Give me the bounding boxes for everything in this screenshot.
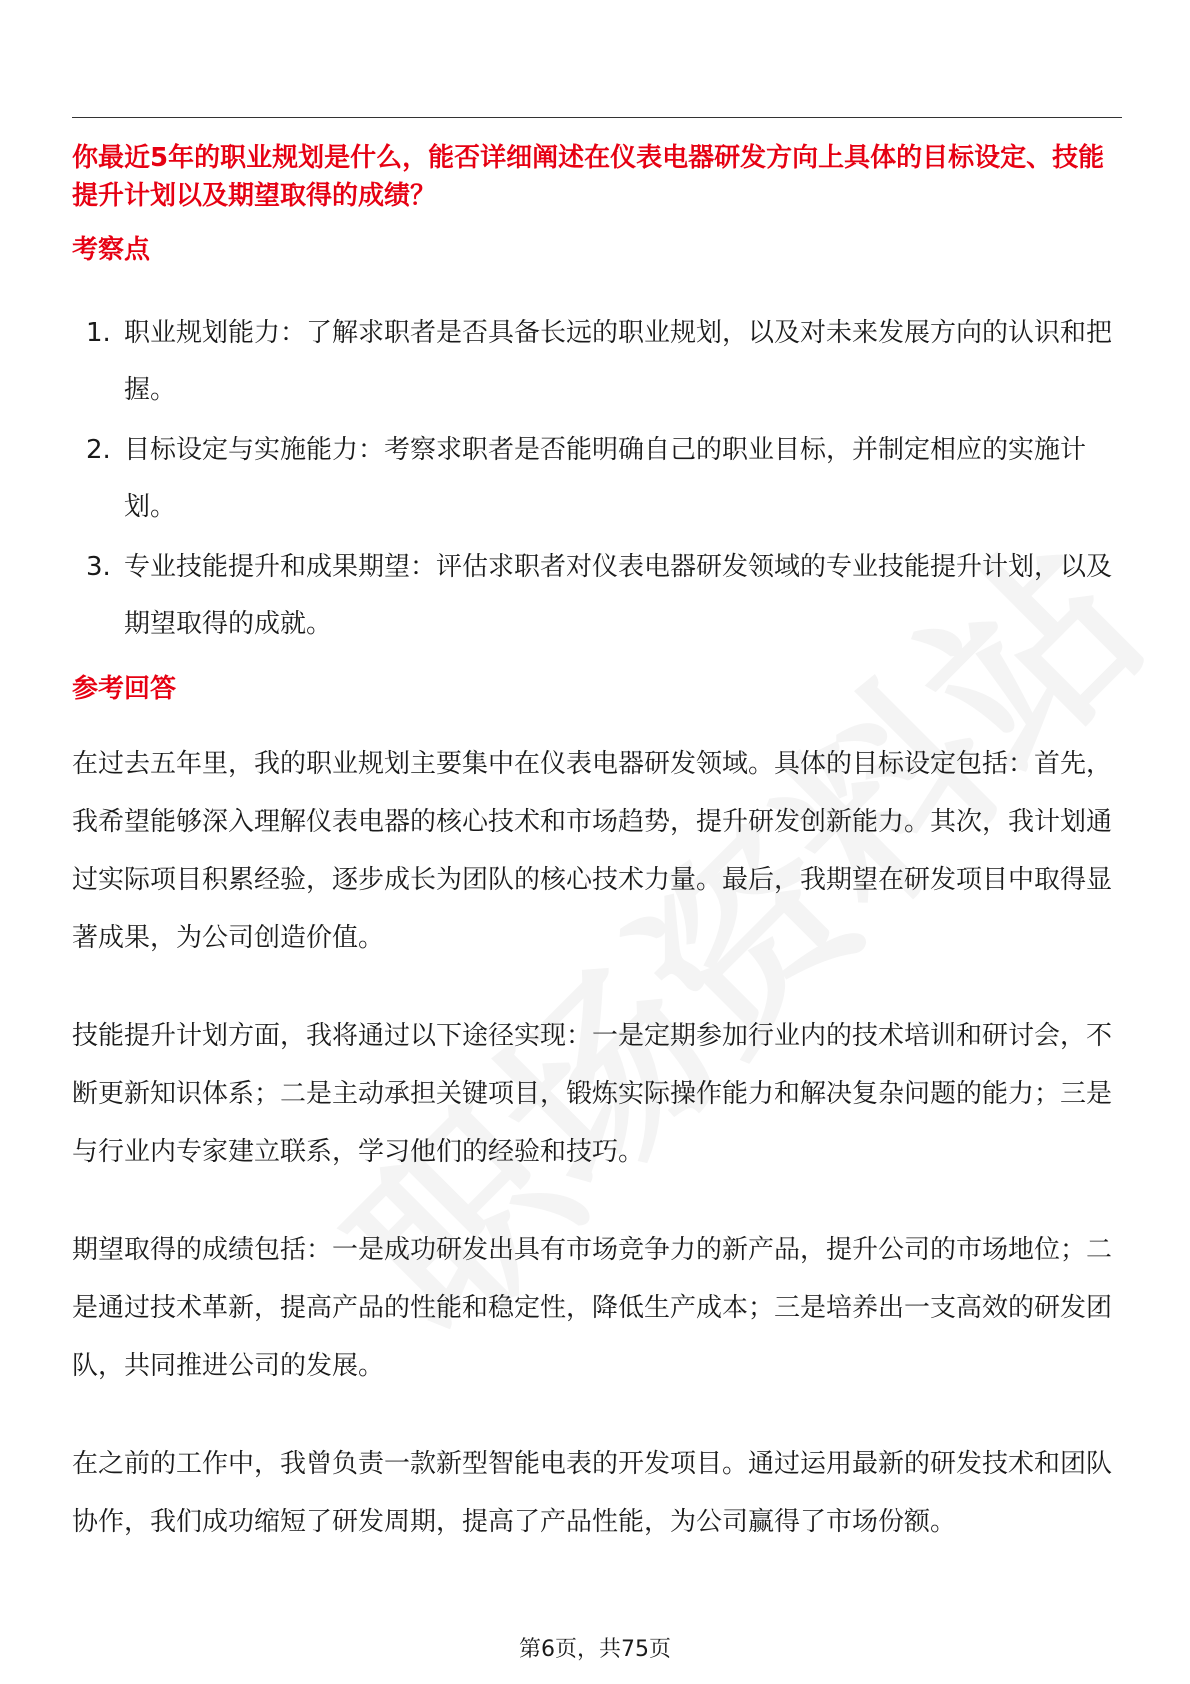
points-list: [72, 305, 1122, 656]
list-item-text: 目标设定与实施能力：考察求职者是否能明确自己的职业目标，并制定相应的实施计划。: [124, 435, 1087, 522]
list-item: [72, 422, 1122, 536]
list-item-number: 3.: [86, 552, 111, 582]
list-item: [72, 305, 1122, 419]
list-item: [72, 539, 1122, 653]
page-number: 第6页，共75页: [519, 1637, 671, 1662]
list-item-number: 2.: [86, 435, 111, 465]
answer-paragraph: 期望取得的成绩包括：一是成功研发出具有市场竞争力的新产品，提升公司的市场地位；二是通过技术革新，提高产品的性能和稳定性，降低生产成本；三是培养出一支高效的研发团队，共同推进公司的发展。: [72, 1235, 1113, 1381]
answer-body: [72, 735, 1122, 1591]
answer-paragraph: 在过去五年里，我的职业规划主要集中在仪表电器研发领域。具体的目标设定包括：首先，我希望能够深入理解仪表电器的核心技术和市场趋势，提升研发创新能力。其次，我计划通过实际项目积累经验，逐步成长为团队的核心技术力量。最后，我期望在研发项目中取得显著成果，为公司创造价值。: [72, 749, 1113, 953]
list-item-text: 职业规划能力：了解求职者是否具备长远的职业规划，以及对未来发展方向的认识和把握。: [124, 318, 1113, 405]
list-item-number: 1.: [86, 318, 111, 348]
answer-paragraph: 技能提升计划方面，我将通过以下途径实现：一是定期参加行业内的技术培训和研讨会，不断更新知识体系；二是主动承担关键项目，锻炼实际操作能力和解决复杂问题的能力；三是与行业内专家建立联系，学习他们的经验和技巧。: [72, 1021, 1113, 1167]
list-item-text: 专业技能提升和成果期望：评估求职者对仪表电器研发领域的专业技能提升计划，以及期望取得的成就。: [124, 552, 1113, 639]
question-heading: 你最近5年的职业规划是什么，能否详细阐述在仪表电器研发方向上具体的目标设定、技能提升计划以及期望取得的成绩？: [72, 143, 1105, 211]
answer-section-title: 参考回答: [72, 674, 177, 704]
header-rule: [72, 117, 1122, 118]
points-section-title: 考察点: [72, 235, 151, 265]
answer-paragraph: 在之前的工作中，我曾负责一款新型智能电表的开发项目。通过运用最新的研发技术和团队协作，我们成功缩短了研发周期，提高了产品性能，为公司赢得了市场份额。: [72, 1449, 1113, 1537]
